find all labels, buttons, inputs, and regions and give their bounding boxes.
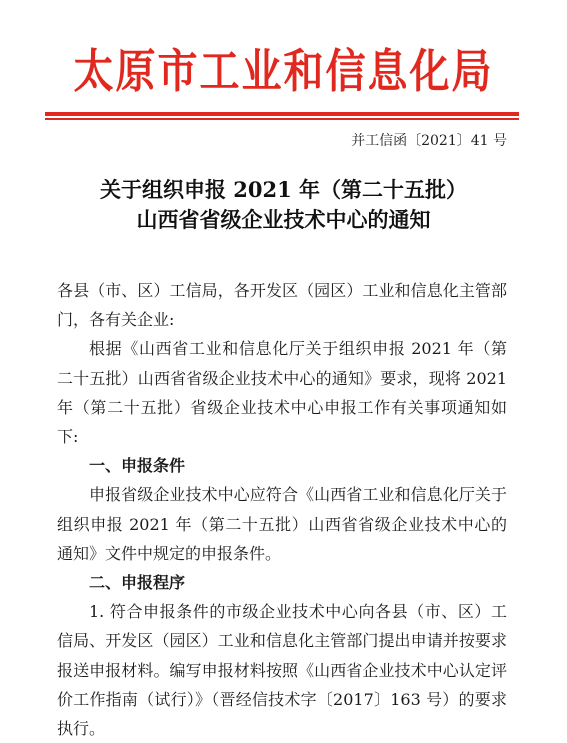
- intro-paragraph: 根据《山西省工业和信息化厅关于组织申报 2021 年（第二十五批）山西省省级企业技术中心的通知》要求，现将 2021 年（第二十五批）省级企业技术中心申报工作有关事项通知如下:: [57, 339, 507, 447]
- header-red-rule-thin: [45, 118, 519, 120]
- section2-item1-paragraph: 1. 符合申报条件的市级企业技术中心向各县（市、区）工信局、开发区（园区）工业和信息化主管部门提出申请并按要求报送申报材料。编写申报材料按照《山西省企业技术中心认定评价工作指南（试行）》（晋经信技术字〔2017〕163 号）的要求执行。: [57, 602, 507, 739]
- section1-heading: 一、申报条件: [89, 456, 186, 476]
- document-title-line2: 山西省省级企业技术中心的通知: [136, 207, 431, 232]
- salutation-paragraph: 各县（市、区）工信局，各开发区（园区）工业和信息化主管部门，各有关企业:: [57, 281, 507, 330]
- section2-heading: 二、申报程序: [89, 573, 186, 593]
- document-title: [0, 175, 567, 235]
- header-red-rule-thick: [45, 112, 519, 116]
- document-number: 并工信函〔2021〕41 号: [351, 133, 507, 149]
- document-title-line1: 关于组织申报 2021 年（第二十五批）: [99, 177, 468, 202]
- section1-paragraph: 申报省级企业技术中心应符合《山西省工业和信息化厅关于组织申报 2021 年（第二十五批）山西省省级企业技术中心的通知》文件中规定的申报条件。: [57, 485, 507, 563]
- document-body: [57, 276, 507, 743]
- issuing-authority-title: 太原市工业和信息化局: [73, 45, 494, 99]
